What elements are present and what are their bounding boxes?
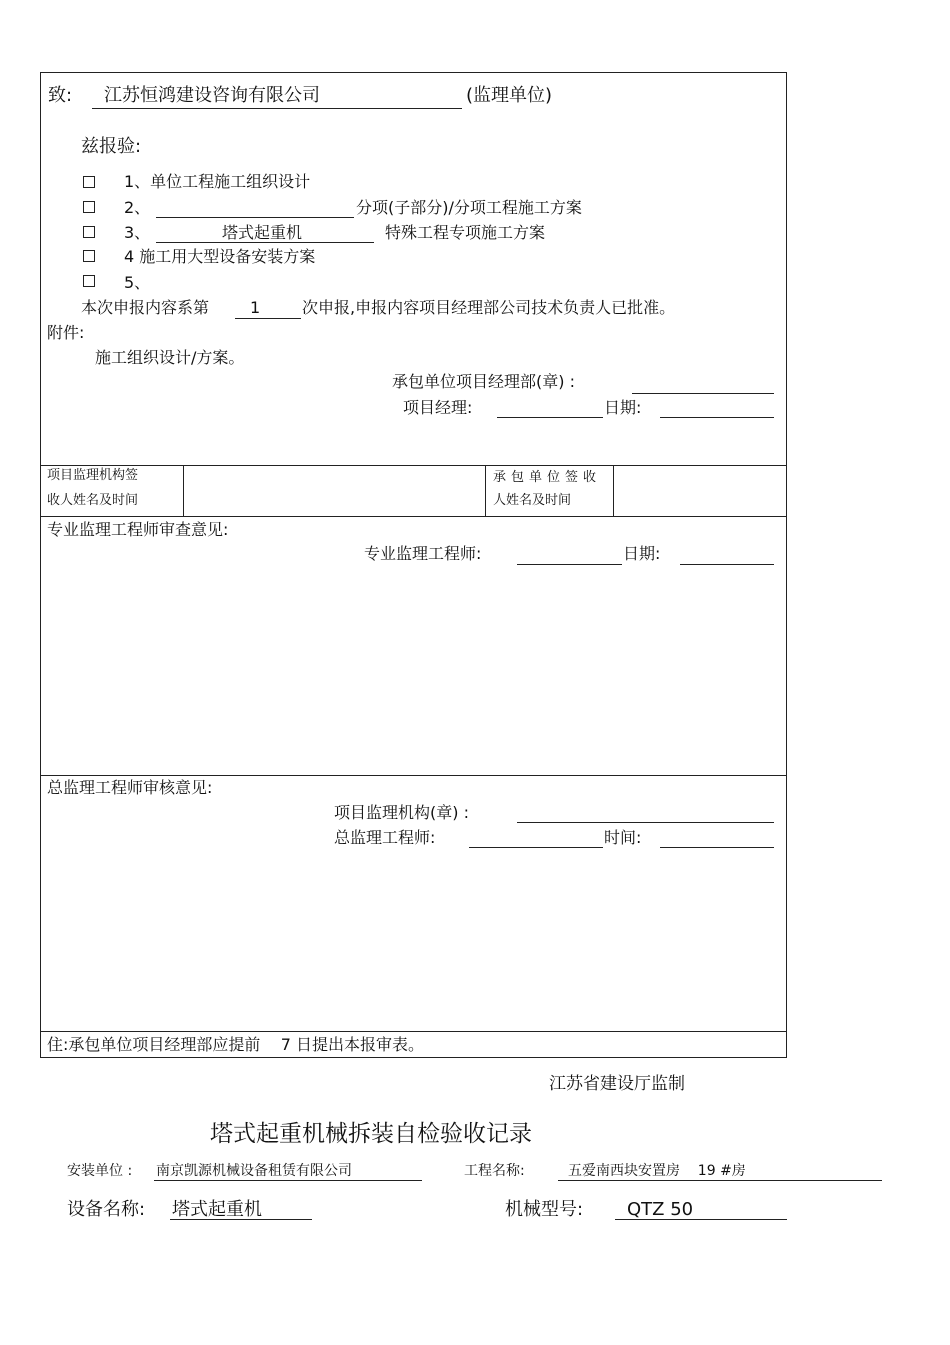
item-2-prefix: 2、 <box>124 198 151 217</box>
engineer-label: 专业监理工程师: <box>364 544 482 563</box>
install-unit-underline <box>154 1180 422 1181</box>
item-3-suffix: 特殊工程专项施工方案 <box>385 223 546 242</box>
equipment-value: 塔式起重机 <box>172 1199 262 1220</box>
record-title: 塔式起重机械拆装自检验收记录 <box>210 1121 532 1147</box>
chief-blank[interactable] <box>469 847 603 848</box>
note-text: 住:承包单位项目经理部应提前 7 日提出本报审表。 <box>47 1035 425 1054</box>
to-company-underline <box>92 108 462 109</box>
project-value: 五爱南西块安置房 19 #房 <box>568 1163 746 1179</box>
receipt-left-label-2: 收人姓名及时间 <box>47 493 139 508</box>
report-count-blank[interactable] <box>235 318 301 319</box>
pm-date-label: 日期: <box>604 398 642 417</box>
model-underline <box>615 1219 787 1220</box>
project-label: 工程名称: <box>464 1163 525 1179</box>
contractor-seal-blank[interactable] <box>632 393 774 394</box>
item-1-label: 1、单位工程施工组织设计 <box>124 172 311 191</box>
report-suffix: 次申报,申报内容项目经理部公司技术负责人已批准。 <box>302 298 676 317</box>
intro-text: 兹报验: <box>81 136 142 157</box>
project-underline <box>558 1180 882 1181</box>
receipt-left-label-1: 项目监理机构签 <box>47 468 139 483</box>
engineer-opinion-label: 专业监理工程师审查意见: <box>47 520 229 539</box>
install-unit-label: 安装单位 : <box>67 1163 133 1179</box>
item-5-label: 5、 <box>124 273 151 292</box>
item-3-checkbox[interactable] <box>83 226 95 238</box>
item-2-suffix: 分项(子部分)/分项工程施工方案 <box>356 198 582 217</box>
item-2-blank[interactable] <box>156 217 354 218</box>
engineer-date-label: 日期: <box>623 544 661 563</box>
to-role: (监理单位) <box>466 85 553 106</box>
chief-time-label: 时间: <box>604 828 642 847</box>
report-count: 1 <box>250 298 261 317</box>
supervision-seal-blank[interactable] <box>517 822 774 823</box>
item-3-blank-value: 塔式起重机 <box>222 223 303 242</box>
note-border <box>40 1031 787 1032</box>
item-4-label: 4 施工用大型设备安装方案 <box>124 247 316 266</box>
equipment-underline <box>170 1219 312 1220</box>
chief-label: 总监理工程师: <box>334 828 436 847</box>
report-prefix: 本次申报内容系第 <box>81 298 210 317</box>
contractor-seal-label: 承包单位项目经理部(章) : <box>392 372 575 391</box>
item-1-checkbox[interactable] <box>83 176 95 188</box>
receipt-divider-2 <box>485 465 486 516</box>
chief-time-blank[interactable] <box>660 847 774 848</box>
item-4-checkbox[interactable] <box>83 250 95 262</box>
pm-blank[interactable] <box>497 417 603 418</box>
engineer-date-blank[interactable] <box>680 564 774 565</box>
receipt-bottom-border <box>40 516 787 517</box>
receipt-right-field[interactable] <box>614 466 786 515</box>
equipment-label: 设备名称: <box>67 1199 146 1220</box>
to-prefix: 致: <box>48 85 73 106</box>
engineer-blank[interactable] <box>517 564 622 565</box>
receipt-right-label-1: 承包单位签收 <box>493 470 602 485</box>
to-company: 江苏恒鸿建设咨询有限公司 <box>104 85 320 106</box>
item-3-prefix: 3、 <box>124 223 151 242</box>
attachment-text: 施工组织设计/方案。 <box>95 348 245 367</box>
pm-date-blank[interactable] <box>660 417 774 418</box>
supervision-seal-label: 项目监理机构(章) : <box>334 803 469 822</box>
install-unit-value: 南京凯源机械设备租赁有限公司 <box>156 1163 352 1179</box>
item-3-blank[interactable] <box>156 242 374 243</box>
form-frame <box>40 72 787 1058</box>
item-5-checkbox[interactable] <box>83 275 95 287</box>
model-value: QTZ 50 <box>627 1199 694 1220</box>
chief-section-border <box>40 775 787 776</box>
receipt-left-field[interactable] <box>184 466 484 515</box>
pm-label: 项目经理: <box>403 398 473 417</box>
issuer-text: 江苏省建设厅监制 <box>549 1074 685 1094</box>
model-label: 机械型号: <box>505 1199 584 1220</box>
attachment-label: 附件: <box>47 323 85 342</box>
receipt-right-label-2: 人姓名及时间 <box>493 493 572 508</box>
chief-opinion-label: 总监理工程师审核意见: <box>47 778 213 797</box>
item-2-checkbox[interactable] <box>83 201 95 213</box>
